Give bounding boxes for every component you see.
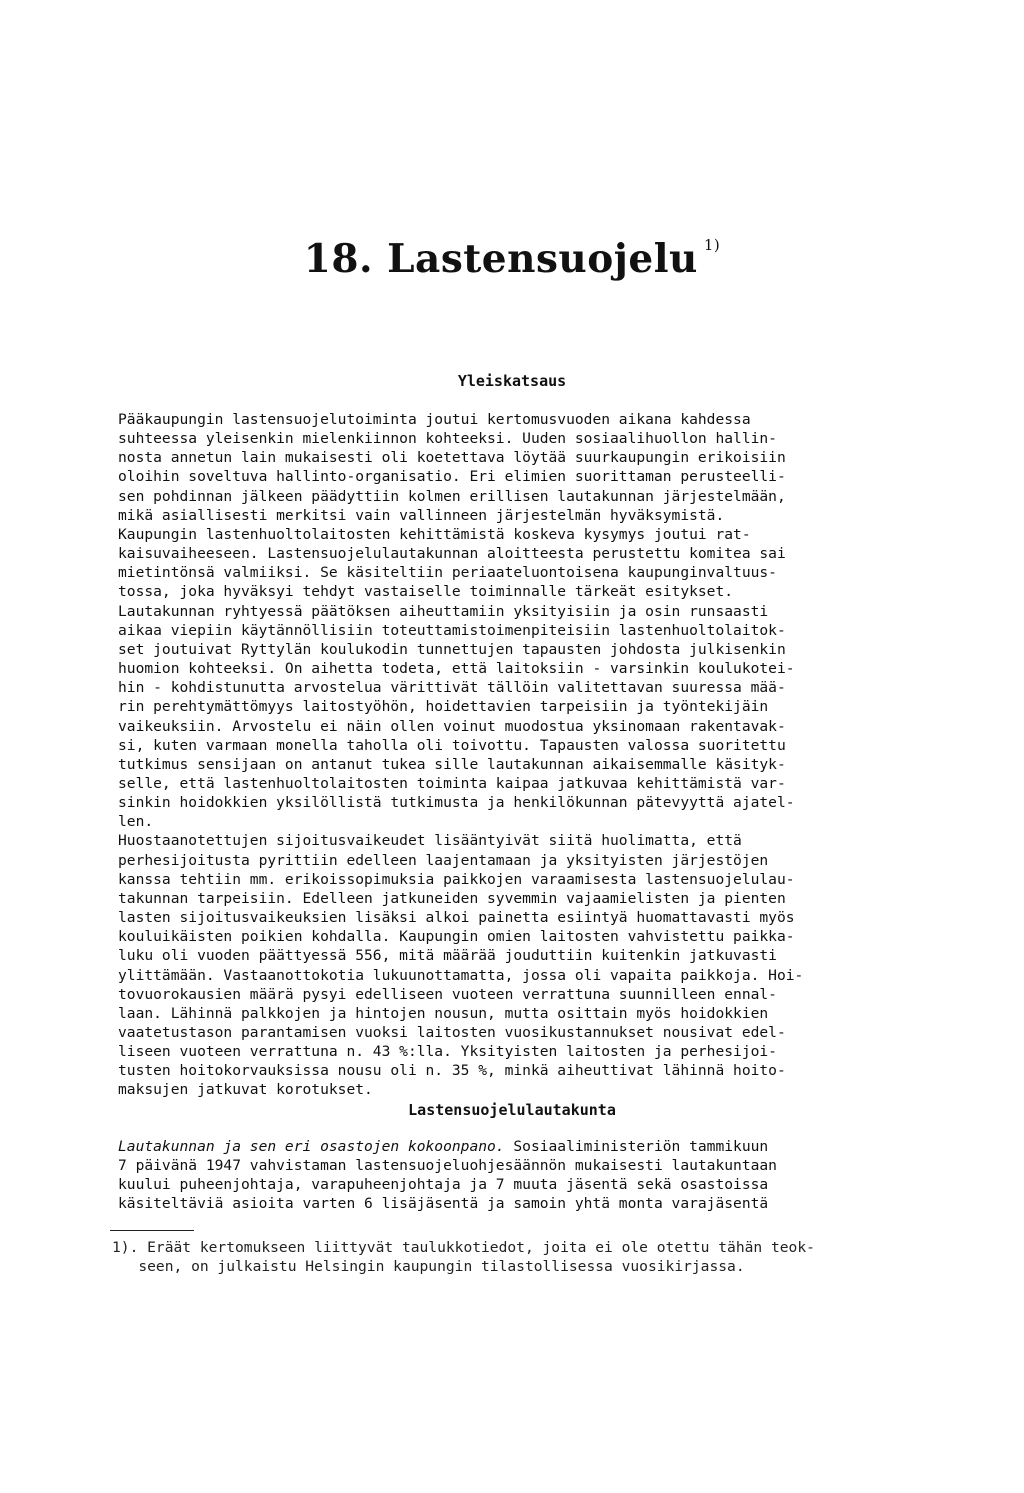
body-line: Pääkaupungin lastensuojelutoiminta joutui kertomusvuoden aikana kahdessa [118,411,751,428]
section-heading: Yleiskatsaus [457,372,567,390]
subsection-body [118,1137,777,1214]
footnote-reference: 1) [703,236,721,254]
body-line: laan. Lähinnä palkkojen ja hintojen nousun, mutta osittain myös hoidokkien [118,1004,769,1022]
body-line: vaikeuksiin. Arvostelu ei näin ollen voinut muodostua yksinomaan rakentavak- [118,717,786,735]
body-line: sinkin hoidokkien yksilöllistä tutkimusta ja henkilökunnan pätevyyttä ajatel- [118,794,795,812]
body-line: rin perehtymättömyys laitostyöhön, hoidettavien tarpeisiin ja työntekijäin [118,698,769,716]
body-line: perhesijoitusta pyrittiin edelleen laajentamaan ja yksityisten järjestöjen [118,851,769,869]
body-line: vaatetustason parantamisen vuoksi laitosten vuosikustannukset nousivat edel- [118,1024,786,1041]
body-line: lasten sijoitusvaikeuksien lisäksi alkoi painetta esiintyä huomattavasti myös [118,909,795,927]
body-line: suhteessa yleisenkin mielenkiinnon kohteeksi. Uuden sosiaalihuollon hallin- [118,430,777,448]
footnote [112,1238,815,1276]
body-line: aikaa viepiin käytännöllisiin toteuttamistoimenpiteisiin lastenhuoltolaitok- [118,621,786,639]
body-line: mikä asiallisesti merkitsi vain vallinneen järjestelmän hyväksymistä. [118,506,725,524]
body-line: luku oli vuoden päättyessä 556, mitä määrää jouduttiin kuitenkin jatkuvasti [118,947,777,965]
body-line: Huostaanotettujen sijoitusvaikeudet lisääntyivät siitä huolimatta, että [118,832,742,850]
body-line: ylittämään. Vastaanottokotia lukuunottamatta, jossa oli vapaita paikkoja. Hoi- [118,966,804,984]
chapter-title [0,236,1024,282]
body-line: Lautakunnan ryhtyessä päätöksen aiheuttamiin yksityisiin ja osin runsaasti [118,602,769,620]
chapter-title-text: 18. Lastensuojelu [303,236,698,282]
body-line: tusten hoitokorvauksissa nousu oli n. 35 %, minkä aiheuttivat lähinnä hoito- [118,1062,786,1080]
body-line: käsiteltäviä asioita varten 6 lisäjäsentä ja samoin yhtä monta varajäsentä [118,1195,769,1213]
subsection-heading: Lastensuojelulautakunta [408,1101,616,1119]
body-line: kuului puheenjohtaja, varapuheenjohtaja ja 7 muuta jäsentä sekä osastoissa [118,1176,769,1194]
body-line: maksujen jatkuvat korotukset. [118,1081,373,1099]
body-line: sen pohdinnan jälkeen päädyttiin kolmen erillisen lautakunnan järjestelmään, [118,487,786,505]
body-line: selle, että lastenhuoltolaitosten toiminta kaipaa jatkuvaa kehittämistä var- [118,774,786,792]
footnote-line: seen, on julkaistu Helsingin kaupungin tilastollisessa vuosikirjassa. [112,1258,745,1276]
body-line: takunnan tarpeisiin. Edelleen jatkuneiden syvemmin vajaamielisten ja pienten [118,889,786,907]
body-line: kanssa tehtiin mm. erikoissopimuksia paikkojen varaamisesta lastensuojelulau- [118,870,795,888]
body-line: len. [118,813,154,831]
body-line: tovuorokausien määrä pysyi edelliseen vuoteen verrattuna suunnilleen ennal- [118,985,777,1003]
body-line: 7 päivänä 1947 vahvistaman lastensuojeluohjesäännön mukaisesti lautakuntaan [118,1157,777,1175]
body-line: huomion kohteeksi. On aihetta todeta, että laitoksiin - varsinkin koulukotei- [118,660,795,678]
body-line: hin - kohdistunutta arvostelua värittivät tällöin valitettavan suuressa mää- [118,679,786,697]
section-body [118,410,803,1100]
body-line: tossa, joka hyväksyi tehdyt vastaiselle toiminnalle tärkeät esitykset. [118,583,734,601]
body-line: mietintönsä valmiiksi. Se käsiteltiin periaateluontoisena kaupunginvaltuus- [118,564,777,582]
body-line: Kaupungin lastenhuoltolaitosten kehittämistä koskeva kysymys joutui rat- [118,525,751,543]
body-line: liseen vuoteen verrattuna n. 43 %:lla. Yksityisten laitosten ja perhesijoi- [118,1043,777,1061]
footnote-divider [110,1230,194,1231]
subsection-lead: Lautakunnan ja sen eri osastojen kokoonpano. [118,1138,505,1155]
subsection-first-line-rest: Sosiaaliministeriön tammikuun [504,1138,769,1155]
body-line: set joutuivat Ryttylän koulukodin tunnettujen tapausten johdosta julkisenkin [118,640,786,658]
body-line: oloihin soveltuva hallinto-organisatio. Eri elimien suorittaman perusteelli- [118,468,786,486]
body-line: nosta annetun lain mukaisesti oli koetettava löytää suurkaupungin erikoisiin [118,449,786,467]
footnote-line: 1). Eräät kertomukseen liittyvät taulukkotiedot, joita ei ole otettu tähän teok- [112,1239,815,1256]
body-line: kouluikäisten poikien kohdalla. Kaupungin omien laitosten vahvistettu paikka- [118,928,795,946]
body-line: tutkimus sensijaan on antanut tukea sille lautakunnan aikaisemmalle käsityk- [118,755,786,773]
body-line: si, kuten varmaan monella taholla oli toivottu. Tapausten valossa suoritettu [118,736,786,754]
body-line: kaisuvaiheeseen. Lastensuojelulautakunnan aloitteesta perustettu komitea sai [118,545,786,563]
